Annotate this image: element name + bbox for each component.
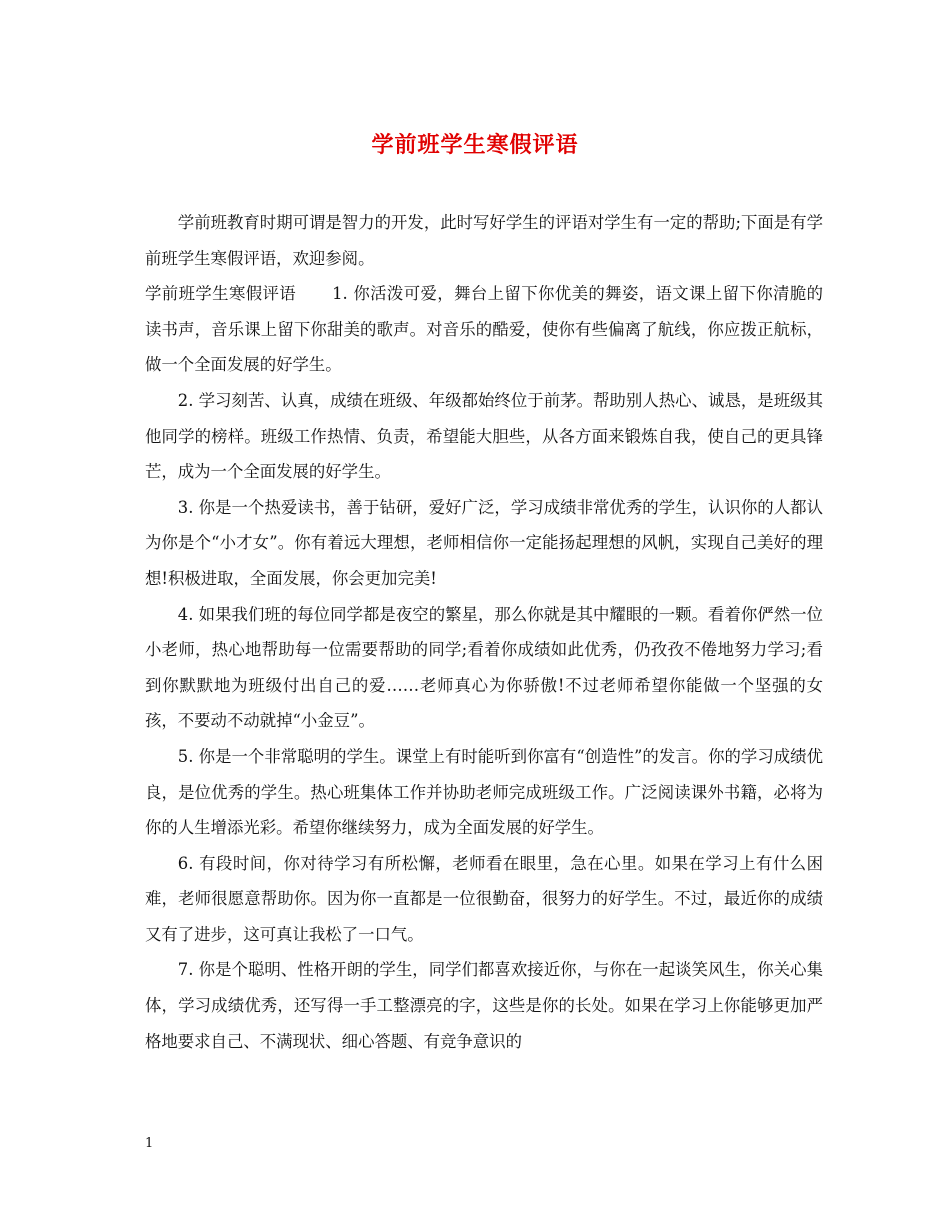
section-label: 学前班学生寒假评语 [145,284,297,304]
comment-item-6: 6. 有段时间，你对待学习有所松懈，老师看在眼里，急在心里。如果在学习上有什么困难，老师很愿意帮助你。因为你一直都是一位很勤奋，很努力的好学生。不过，最近你的成绩又有了进步，这可真让我松了一口气。 [145,853,823,944]
comment-item-7: 7. 你是个聪明、性格开朗的学生，同学们都喜欢接近你，与你在一起谈笑风生，你关心集体，学习成绩优秀，还写得一手工整漂亮的字，这些是你的长处。如果在学习上你能够更加严格地要求自己、不满现状、细心答题、有竞争意识的 [145,960,823,1051]
page-number: 1 [145,1136,154,1151]
document-body [145,205,823,1059]
comment-item-5: 5. 你是一个非常聪明的学生。课堂上有时能听到你富有“创造性”的发言。你的学习成绩优良，是位优秀的学生。热心班集体工作并协助老师完成班级工作。广泛阅读课外书籍，必将为你的人生增添光彩。希望你继续努力，成为全面发展的好学生。 [145,746,823,838]
document-title: 学前班学生寒假评语 [371,132,579,158]
comment-item-4: 4. 如果我们班的每位同学都是夜空的繁星，那么你就是其中耀眼的一颗。看着你俨然一位小老师，热心地帮助每一位需要帮助的同学;看着你成绩如此优秀，仍孜孜不倦地努力学习;看到你默默地为班级付出自己的爱……老师真心为你骄傲!不过老师希望你能做一个坚强的女孩，不要动不动就掉“小金豆”。 [145,604,823,731]
comment-item-2: 2. 学习刻苦、认真，成绩在班级、年级都始终位于前茅。帮助别人热心、诚恳，是班级其他同学的榜样。班级工作热情、负责，希望能大胆些，从各方面来锻炼自我，使自己的更具锋芒，成为一个全面发展的好学生。 [145,390,823,482]
comment-item-1: 1. 你活泼可爱，舞台上留下你优美的舞姿，语文课上留下你清脆的读书声，音乐课上留下你甜美的歌声。对音乐的酷爱，使你有些偏离了航线，你应拨正航标，做一个全面发展的好学生。 [145,284,823,375]
intro-paragraph: 学前班教育时期可谓是智力的开发，此时写好学生的评语对学生有一定的帮助;下面是有学前班学生寒假评语，欢迎参阅。 [145,213,823,268]
section-first-paragraph [145,276,823,383]
comment-item-3: 3. 你是一个热爱读书，善于钻研，爱好广泛，学习成绩非常优秀的学生，认识你的人都认为你是个“小才女”。你有着远大理想，老师相信你一定能扬起理想的风帆，实现自己美好的理想!积极进取，全面发展，你会更加完美! [145,497,823,588]
